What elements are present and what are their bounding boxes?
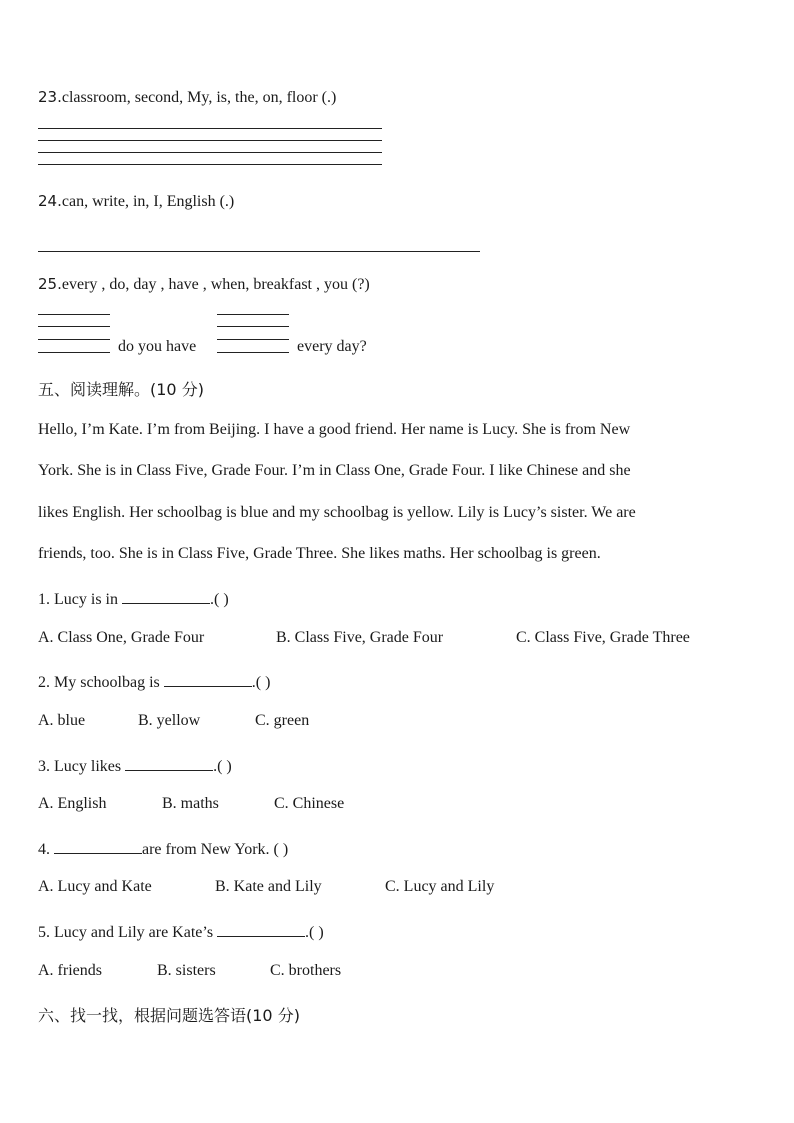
question-5-option-b[interactable]: B. sisters	[157, 962, 216, 979]
question-4-option-b[interactable]: B. Kate and Lily	[215, 878, 322, 895]
q23-prompt	[38, 88, 336, 107]
question-4-option-c[interactable]: C. Lucy and Lily	[385, 878, 495, 895]
question-1-text: 1. Lucy is in	[38, 591, 122, 608]
q23-answer-line-3[interactable]	[38, 152, 382, 153]
passage-line-4: friends, too. She is in Class Five, Grade Three. She likes maths. Her schoolbag is green.	[38, 545, 601, 562]
q24-answer-line[interactable]	[38, 251, 480, 252]
question-4-text: 4.	[38, 841, 54, 858]
q25-blank2-line-3[interactable]	[217, 339, 289, 340]
q25-blank1-line-1[interactable]	[38, 314, 110, 315]
question-4-blank[interactable]	[54, 837, 142, 854]
section6-title: 六、找一找，根据问题选答语(10 分)	[38, 1006, 300, 1025]
question-1-option-c[interactable]: C. Class Five, Grade Three	[516, 629, 690, 646]
question-3-option-c[interactable]: C. Chinese	[274, 795, 345, 812]
q25-blank2-line-4[interactable]	[217, 352, 289, 353]
q25-blank1-line-4[interactable]	[38, 352, 110, 353]
question-5-paren: .( )	[305, 924, 324, 941]
q25-blank2-line-1[interactable]	[217, 314, 289, 315]
question-2-paren: .( )	[251, 674, 271, 691]
q25-blank2-line-2[interactable]	[217, 326, 289, 327]
q25-blank1-line-3[interactable]	[38, 339, 110, 340]
question-3-stem	[38, 754, 232, 776]
q25-words: every , do, day , have , when, breakfast , you (?)	[61, 276, 370, 293]
question-5-blank[interactable]	[217, 920, 305, 937]
q24-words: can, write, in, I, English (.)	[61, 193, 235, 210]
question-1-option-a[interactable]: A. Class One, Grade Four	[38, 629, 205, 646]
q23-answer-line-2[interactable]	[38, 140, 382, 141]
question-2-option-a[interactable]: A. blue	[38, 712, 86, 729]
question-5-option-a[interactable]: A. friends	[38, 962, 102, 979]
question-5-stem	[38, 920, 324, 942]
question-1-option-b[interactable]: B. Class Five, Grade Four	[276, 629, 444, 646]
question-3-option-a[interactable]: A. English	[38, 795, 107, 812]
q25-mid-text: do you have	[118, 338, 197, 355]
q25-prompt	[38, 275, 370, 294]
question-4-option-a[interactable]: A. Lucy and Kate	[38, 878, 152, 895]
question-2-stem	[38, 670, 270, 692]
q24-prompt	[38, 192, 234, 211]
question-1-stem	[38, 587, 229, 609]
question-5-text: 5. Lucy and Lily are Kate’s	[38, 924, 218, 941]
question-2-text: 2. My schoolbag is	[38, 674, 164, 691]
q23-words: classroom, second, My, is, the, on, floor (.)	[61, 89, 337, 106]
q23-answer-line-4[interactable]	[38, 164, 382, 165]
question-2-blank[interactable]	[164, 670, 252, 687]
question-3-text: 3. Lucy likes	[38, 758, 126, 775]
question-2-option-c[interactable]: C. green	[255, 712, 310, 729]
question-2-option-b[interactable]: B. yellow	[138, 712, 201, 729]
question-4-stem	[38, 837, 288, 859]
q25-end-text: every day?	[297, 338, 367, 355]
passage-line-3: likes English. Her schoolbag is blue and my schoolbag is yellow. Lily is Lucy’s sister. We are	[38, 504, 636, 521]
question-1-blank[interactable]	[122, 587, 210, 604]
question-4-paren: are from New York. ( )	[142, 841, 289, 858]
q25-blank1-line-2[interactable]	[38, 326, 110, 327]
section5-title: 五、阅读理解。(10 分)	[38, 380, 204, 399]
passage-line-1: Hello, I’m Kate. I’m from Beijing. I have a good friend. Her name is Lucy. She is from New	[38, 421, 631, 438]
q23-answer-line-1[interactable]	[38, 128, 382, 129]
question-5-option-c[interactable]: C. brothers	[270, 962, 342, 979]
q25-number: 25.	[38, 275, 62, 293]
q23-number: 23.	[38, 88, 62, 106]
question-3-option-b[interactable]: B. maths	[162, 795, 219, 812]
passage-line-2: York. She is in Class Five, Grade Four. I’m in Class One, Grade Four. I like Chinese and she	[38, 462, 631, 479]
question-1-paren: .( )	[210, 591, 229, 608]
q24-number: 24.	[38, 192, 62, 210]
question-3-paren: .( )	[213, 758, 232, 775]
question-3-blank[interactable]	[125, 754, 213, 771]
